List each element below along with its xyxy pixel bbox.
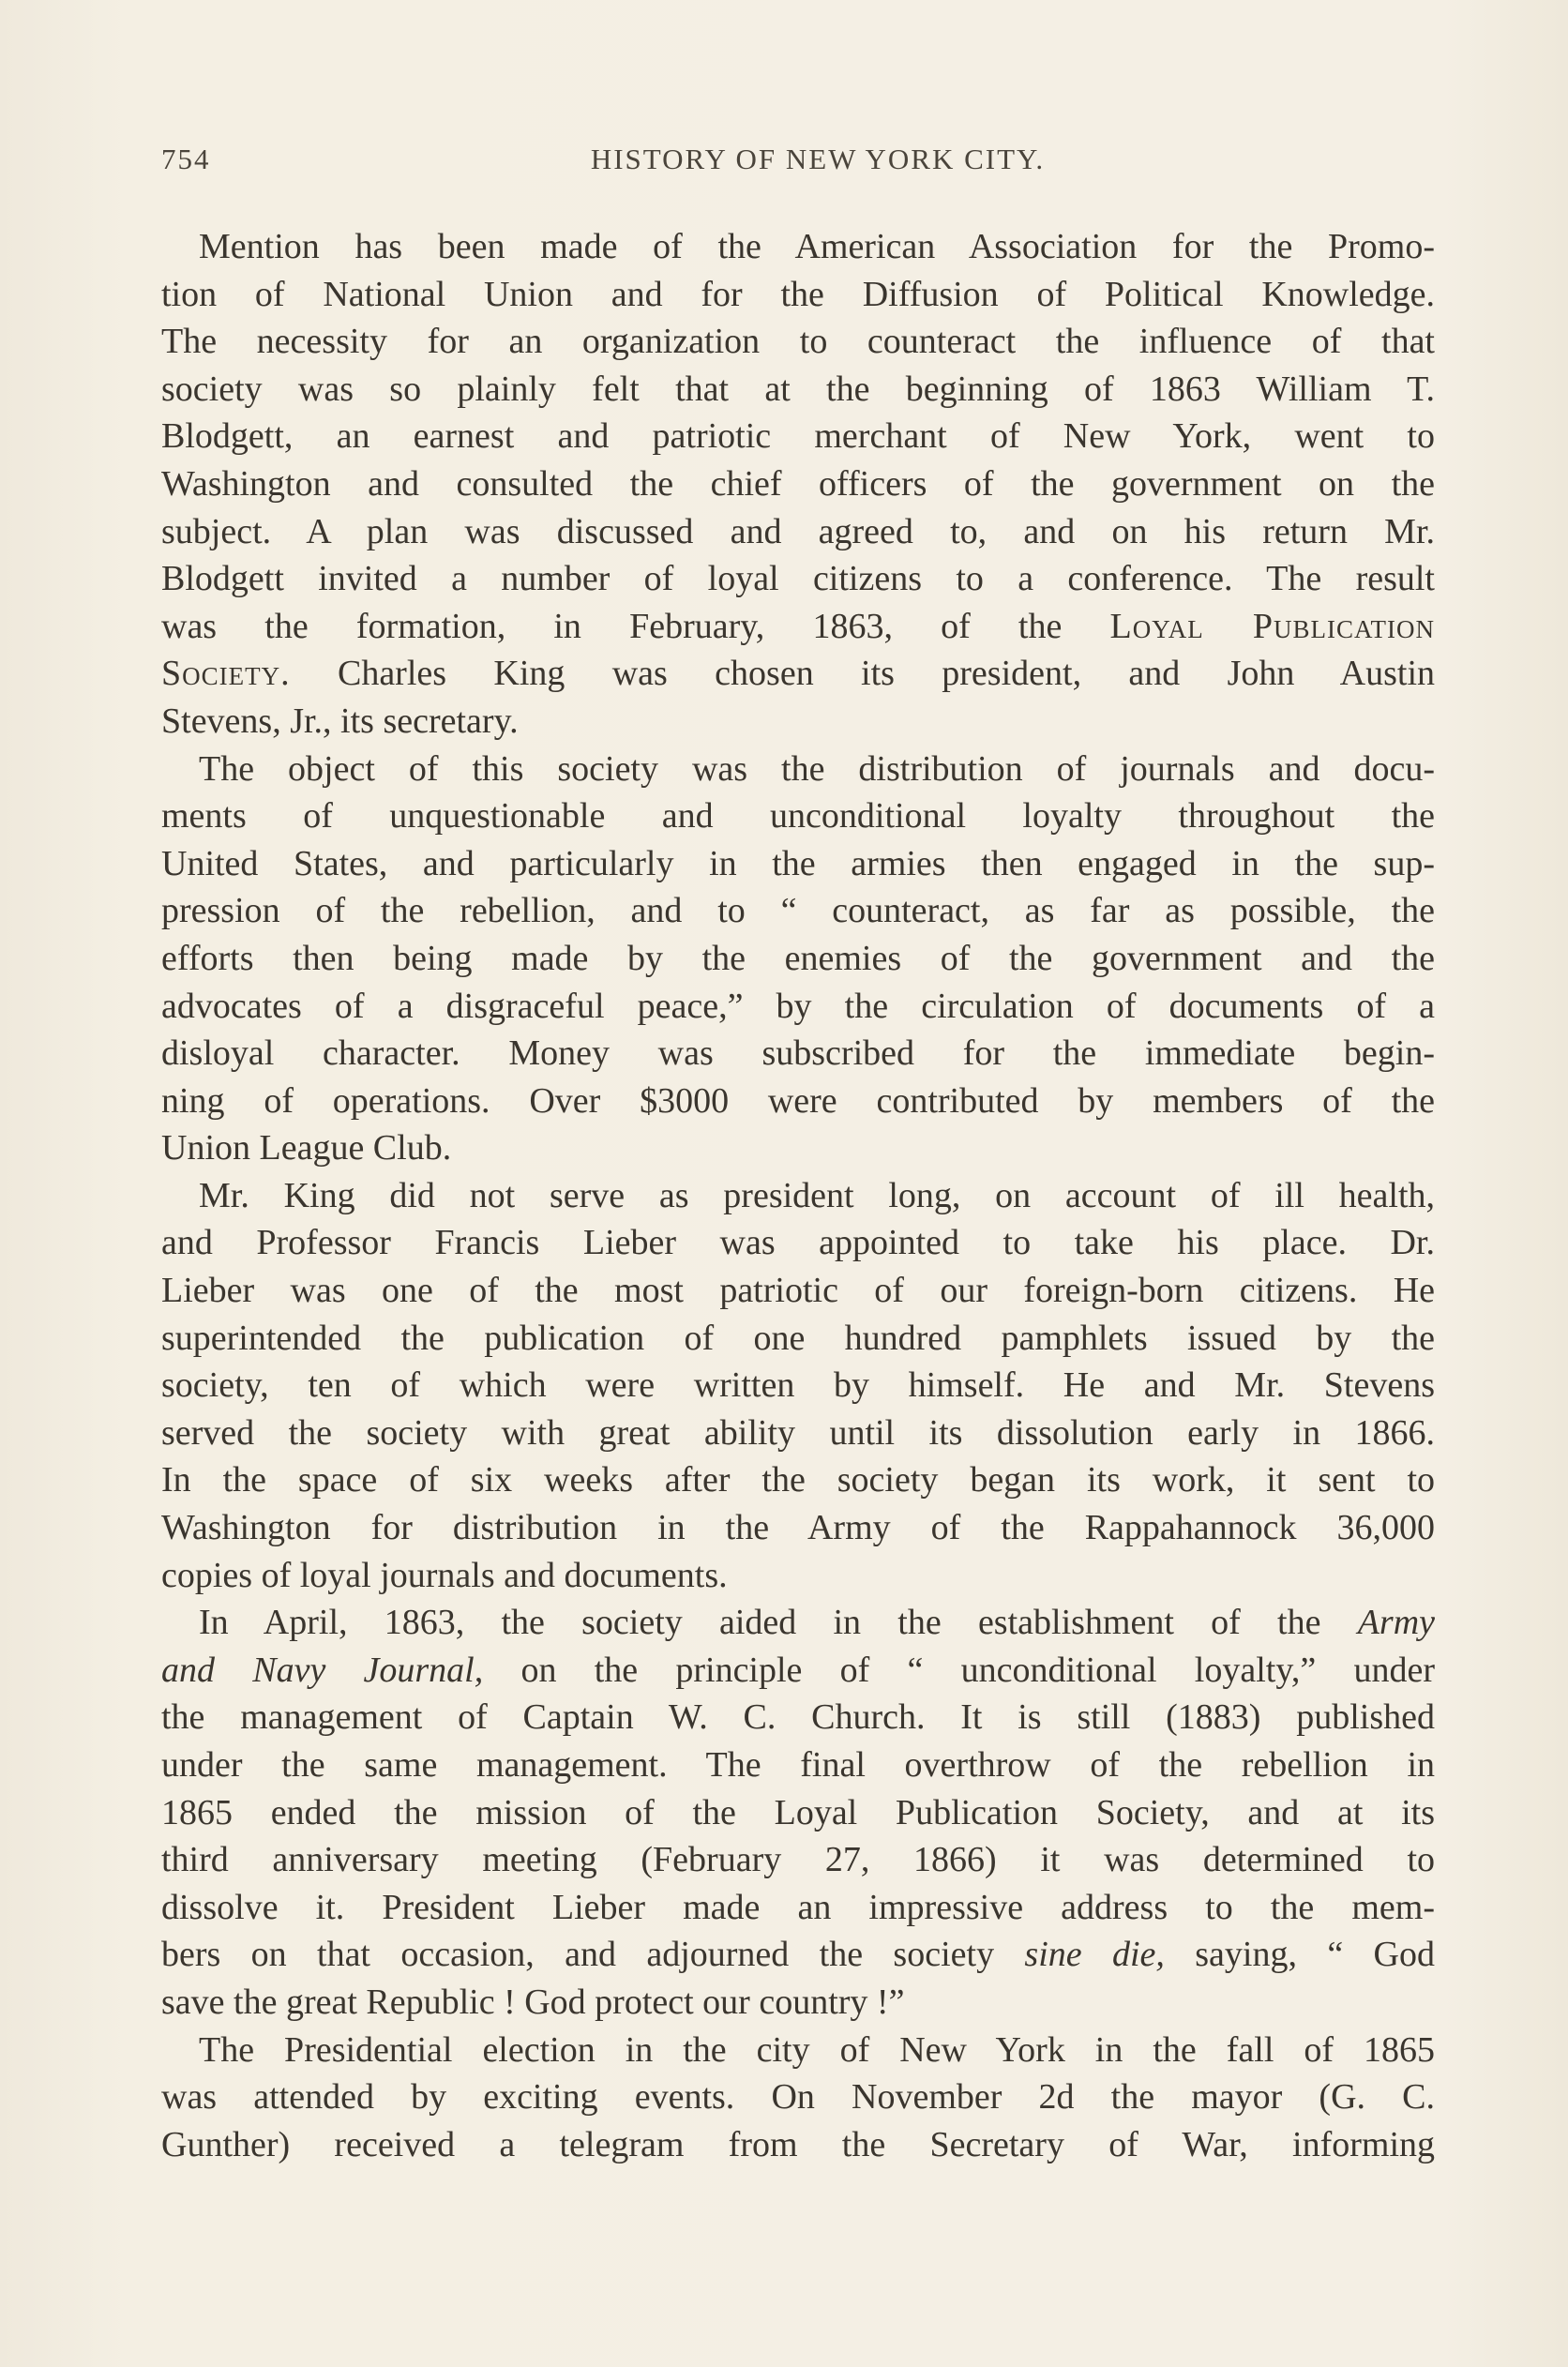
line-text: saying, “ God xyxy=(1164,1935,1435,1975)
line-text: Charles King was chosen its president, and John Austin xyxy=(290,654,1435,694)
running-head xyxy=(161,143,1437,188)
text-line xyxy=(161,223,1435,271)
text-line xyxy=(161,1456,1435,1504)
text-line xyxy=(161,1219,1435,1267)
line-text: Blodgett invited a number of loyal citizens to a conference. The result xyxy=(161,559,1435,599)
line-text: disloyal character. Money was subscribed for the immediate begin- xyxy=(161,1033,1435,1074)
text-line xyxy=(161,1979,1435,2027)
line-text: save the great Republic ! God protect our country !” xyxy=(161,1982,905,2022)
text-line xyxy=(161,698,1435,746)
line-text: superintended the publication of one hundred pamphlets issued by the xyxy=(161,1318,1435,1358)
body-text xyxy=(161,223,1435,2168)
text-line xyxy=(161,2121,1435,2169)
text-line xyxy=(161,792,1435,840)
text-line xyxy=(161,1410,1435,1457)
text-line xyxy=(161,746,1435,793)
text-line xyxy=(161,460,1435,508)
line-text: Mention has been made of the American Association for the Promo- xyxy=(199,227,1435,266)
line-text: society, ten of which were written by himself. He and Mr. Stevens xyxy=(161,1365,1435,1406)
line-text: bers on that occasion, and adjourned the society xyxy=(161,1935,1025,1975)
text-line xyxy=(161,1172,1435,1220)
line-text: In April, 1863, the society aided in the establishment of the xyxy=(199,1603,1358,1643)
small-caps-text: Society. xyxy=(161,654,291,694)
line-text: advocates of a disgraceful peace,” by the circulation of documents of a xyxy=(161,986,1435,1026)
text-line xyxy=(161,366,1435,414)
text-line xyxy=(161,1030,1435,1078)
text-line xyxy=(161,318,1435,366)
line-text: 1865 ended the mission of the Loyal Publication Society, and at its xyxy=(161,1792,1435,1832)
italic-text: and Navy Journal, xyxy=(161,1650,484,1690)
text-line xyxy=(161,650,1435,698)
text-line xyxy=(161,508,1435,556)
line-text: Washington and consulted the chief officers of the government on the xyxy=(161,463,1435,504)
text-line xyxy=(161,413,1435,460)
text-line xyxy=(161,840,1435,888)
line-text: dissolve it. President Lieber made an impressive address to the mem- xyxy=(161,1887,1435,1927)
text-line xyxy=(161,1362,1435,1410)
line-text: Mr. King did not serve as president long, on account of ill health, xyxy=(199,1175,1435,1215)
text-line xyxy=(161,1647,1435,1695)
text-line xyxy=(161,1078,1435,1125)
text-line xyxy=(161,935,1435,983)
line-text: pression of the rebellion, and to “ counteract, as far as possible, the xyxy=(161,891,1435,931)
line-text: Washington for distribution in the Army of the Rappahannock 36,000 xyxy=(161,1508,1435,1548)
text-line xyxy=(161,1599,1435,1647)
italic-text: sine die, xyxy=(1024,1935,1165,1975)
line-text: subject. A plan was discussed and agreed to, and on his return Mr. xyxy=(161,511,1435,551)
line-text: was the formation, in February, 1863, of the xyxy=(161,606,1110,646)
line-text: The necessity for an organization to counteract the influence of that xyxy=(161,322,1435,362)
text-line xyxy=(161,1931,1435,1979)
text-line xyxy=(161,1504,1435,1552)
text-line xyxy=(161,2027,1435,2074)
line-text: under the same management. The final overthrow of the rebellion in xyxy=(161,1745,1435,1785)
line-text: copies of loyal journals and documents. xyxy=(161,1555,728,1595)
text-line xyxy=(161,887,1435,935)
running-title: HISTORY OF NEW YORK CITY. xyxy=(590,143,1046,175)
text-line xyxy=(161,271,1435,319)
line-text: Union League Club. xyxy=(161,1128,452,1168)
line-text: Gunther) received a telegram from the Secretary of War, informing xyxy=(161,2124,1435,2164)
line-text: In the space of six weeks after the society began its work, it sent to xyxy=(161,1460,1435,1500)
text-line xyxy=(161,1884,1435,1932)
text-line xyxy=(161,1741,1435,1789)
line-text: The object of this society was the distribution of journals and docu- xyxy=(199,748,1435,789)
text-line xyxy=(161,603,1435,651)
line-text: the management of Captain W. C. Church. It is still (1883) published xyxy=(161,1697,1435,1738)
text-line xyxy=(161,1694,1435,1741)
line-text: served the society with great ability until its dissolution early in 1866. xyxy=(161,1412,1435,1453)
line-text: and Professor Francis Lieber was appointed to take his place. Dr. xyxy=(161,1223,1435,1263)
line-text: was attended by exciting events. On November 2d the mayor (G. C. xyxy=(161,2077,1435,2118)
text-line xyxy=(161,1789,1435,1837)
line-text: Blodgett, an earnest and patriotic merchant of New York, went to xyxy=(161,416,1435,457)
text-line xyxy=(161,555,1435,603)
line-text: ments of unquestionable and unconditional loyalty throughout the xyxy=(161,796,1435,837)
line-text: The Presidential election in the city of New York in the fall of 1865 xyxy=(199,2029,1435,2070)
line-text: United States, and particularly in the armies then engaged in the sup- xyxy=(161,843,1435,883)
line-text: society was so plainly felt that at the beginning of 1863 William T. xyxy=(161,369,1435,409)
line-text: Stevens, Jr., its secretary. xyxy=(161,701,519,741)
line-text: efforts then being made by the enemies of the government and the xyxy=(161,938,1435,978)
text-line xyxy=(161,1836,1435,1884)
line-text: tion of National Union and for the Diffusion of Political Knowledge. xyxy=(161,274,1435,314)
text-line xyxy=(161,1552,1435,1600)
text-line xyxy=(161,2073,1435,2121)
page-number: 754 xyxy=(161,143,211,175)
text-line xyxy=(161,1124,1435,1172)
line-text: third anniversary meeting (February 27, 1866) it was determined to xyxy=(161,1840,1435,1880)
italic-text: Army xyxy=(1357,1603,1435,1643)
text-line xyxy=(161,1315,1435,1363)
line-text: on the principle of “ unconditional loyalty,” under xyxy=(483,1650,1435,1690)
line-text: Lieber was one of the most patriotic of our foreign-born citizens. He xyxy=(161,1271,1435,1311)
small-caps-text: Loyal Publication xyxy=(1109,606,1435,646)
line-text: ning of operations. Over $3000 were contributed by members of the xyxy=(161,1080,1435,1121)
text-line xyxy=(161,1267,1435,1315)
text-line xyxy=(161,983,1435,1031)
